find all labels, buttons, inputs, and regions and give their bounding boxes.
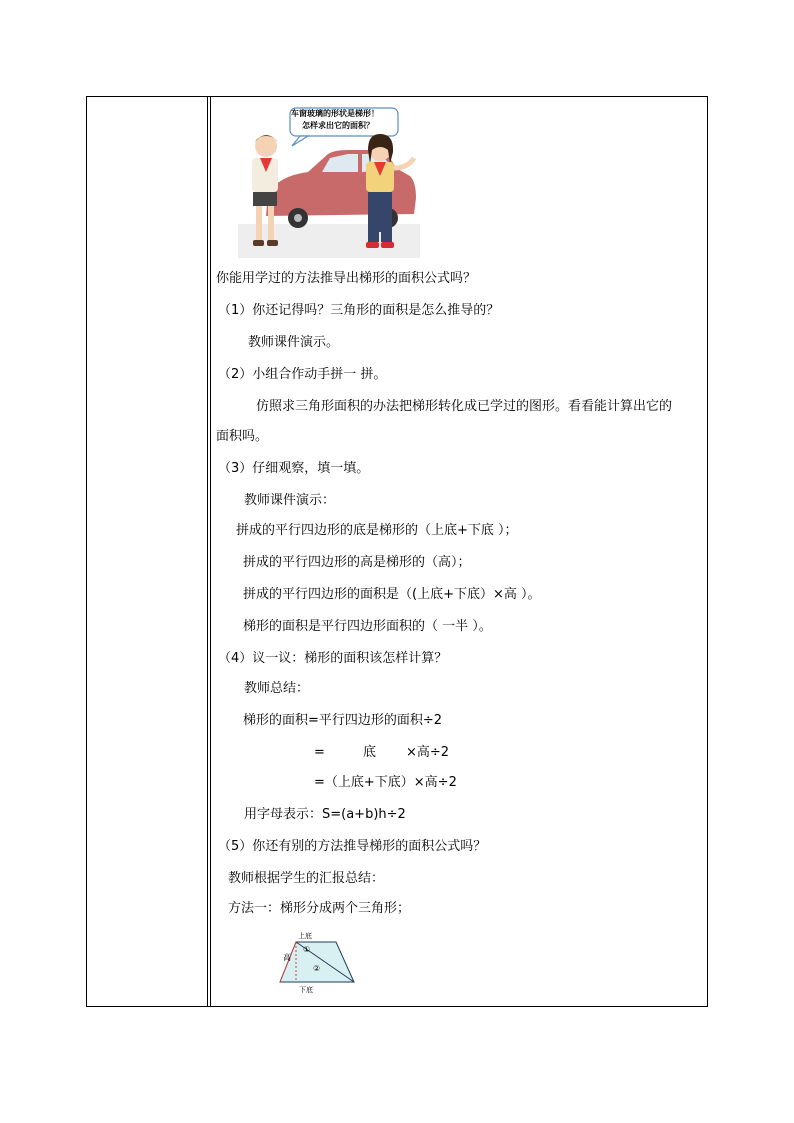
question-1: （1）你还记得吗？三角形的面积是怎么推导的？ [218,303,500,318]
question-4: （4）议一议：梯形的面积该怎样计算？ [218,651,448,666]
question-2-desc-1: 仿照求三角形面积的办法把梯形转化成已学过的图形。看看能计算出它的 [256,399,673,414]
formula-2-equals: = [314,745,325,760]
diagram-top-label: 上底 [298,932,312,940]
question-2-desc-2: 面积吗。 [216,429,269,444]
fill-blank-4: 梯形的面积是平行四边形面积的（ 一半 ）。 [243,619,492,634]
diagram-region-1: ① [303,945,311,954]
trapezoid-diagram [276,930,358,994]
formula-3: =（上底+下底）×高÷2 [314,775,457,790]
question-5-note: 教师根据学生的汇报总结： [228,871,385,886]
question-4-note: 教师总结： [244,681,310,696]
formula-2-rest: ×高÷2 [406,745,450,760]
formula-2-base: 底 [363,745,377,760]
question-5: （5）你还有别的方法推导梯形的面积公式吗？ [218,839,487,854]
method-1: 方法一：梯形分成两个三角形； [228,901,411,916]
diagram-bottom-label: 下底 [299,986,313,994]
diagram-height-label: 高 [283,953,291,962]
speech-bubble-line-1: 车窗玻璃的形状是梯形！ [291,109,379,118]
fill-blank-3: 拼成的平行四边形的面积是（(上底+下底）×高 ）。 [243,587,541,602]
column-divider-inner [210,97,211,1006]
fill-blank-2: 拼成的平行四边形的高是梯形的（高）； [243,555,471,570]
formula-1: 梯形的面积=平行四边形的面积÷2 [243,713,443,728]
question-3-note: 教师课件演示： [244,493,336,508]
intro-question: 你能用学过的方法推导出梯形的面积公式吗？ [216,271,477,286]
column-divider [207,97,208,1006]
question-3: （3）仔细观察，填一填。 [218,461,370,476]
question-1-note: 教师课件演示。 [248,335,340,350]
question-2: （2）小组合作动手拼一 拼。 [218,367,387,382]
letter-formula: 用字母表示：S=(a+b)h÷2 [244,807,406,822]
fill-blank-1: 拼成的平行四边形的底是梯形的（上底+下底 ）； [236,523,518,538]
speech-bubble-line-2: 怎样求出它的面积？ [302,121,374,130]
diagram-region-2: ② [313,964,321,973]
